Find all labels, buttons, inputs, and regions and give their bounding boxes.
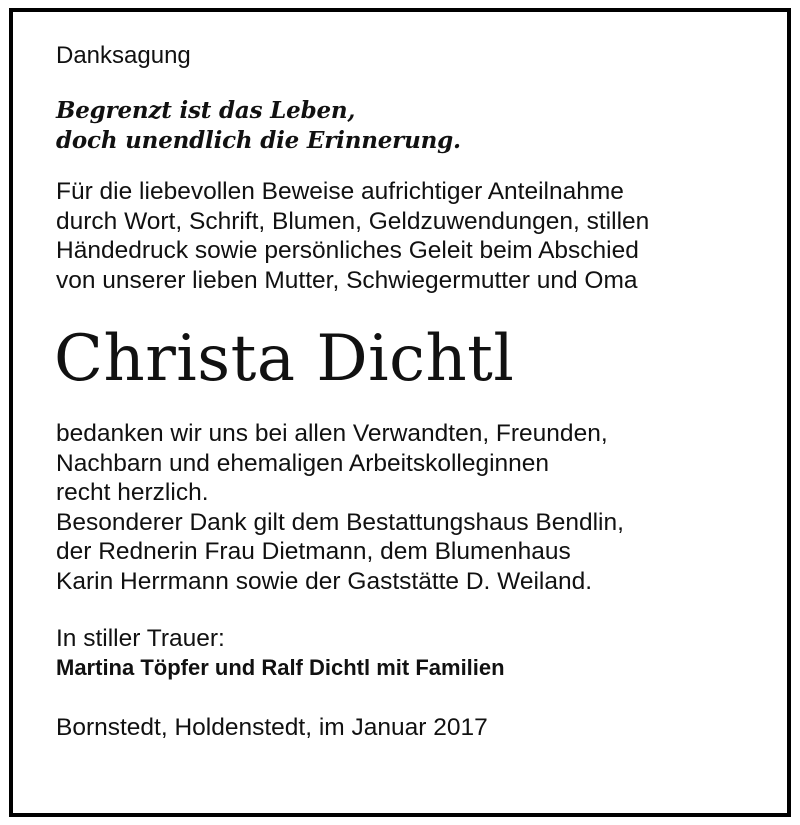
thanks-body-line: Nachbarn und ehemaligen Arbeitskolleginnen	[56, 449, 550, 477]
thanks-intro-line: Für die liebevollen Beweise aufrichtiger Anteilnahme	[56, 178, 624, 205]
thanks-body-line: Karin Herrmann sowie der Gaststätte D. Weiland.	[56, 567, 593, 595]
thanks-body-line: Besonderer Dank gilt dem Bestattungshaus Bendlin,	[56, 508, 624, 536]
notice-border	[9, 8, 791, 817]
place-date: Bornstedt, Holdenstedt, im Januar 2017	[56, 714, 488, 741]
notice-heading: Danksagung	[56, 42, 191, 69]
mourning-label: In stiller Trauer:	[56, 625, 225, 652]
thanks-intro-line: durch Wort, Schrift, Blumen, Geldzuwendungen, stillen	[56, 207, 650, 235]
thanks-intro-line: von unserer lieben Mutter, Schwiegermutter und Oma	[56, 266, 638, 294]
thanks-body-line: bedanken wir uns bei allen Verwandten, Freunden,	[56, 420, 608, 447]
thanks-body-line: der Rednerin Frau Dietmann, dem Blumenhaus	[56, 538, 571, 565]
thanks-intro	[56, 177, 776, 295]
thanks-body	[56, 419, 776, 596]
deceased-name: Christa Dichtl	[54, 322, 515, 396]
thanks-intro-line: Händedruck sowie persönliches Geleit beim Abschied	[56, 237, 639, 264]
motto	[56, 96, 776, 156]
notice-content	[56, 42, 776, 742]
motto-line: doch unendlich die Erinnerung.	[56, 127, 461, 154]
thanks-body-line: recht herzlich.	[56, 479, 209, 506]
motto-line: Begrenzt ist das Leben,	[56, 97, 356, 124]
family-signature: Martina Töpfer und Ralf Dichtl mit Familien	[56, 655, 505, 680]
